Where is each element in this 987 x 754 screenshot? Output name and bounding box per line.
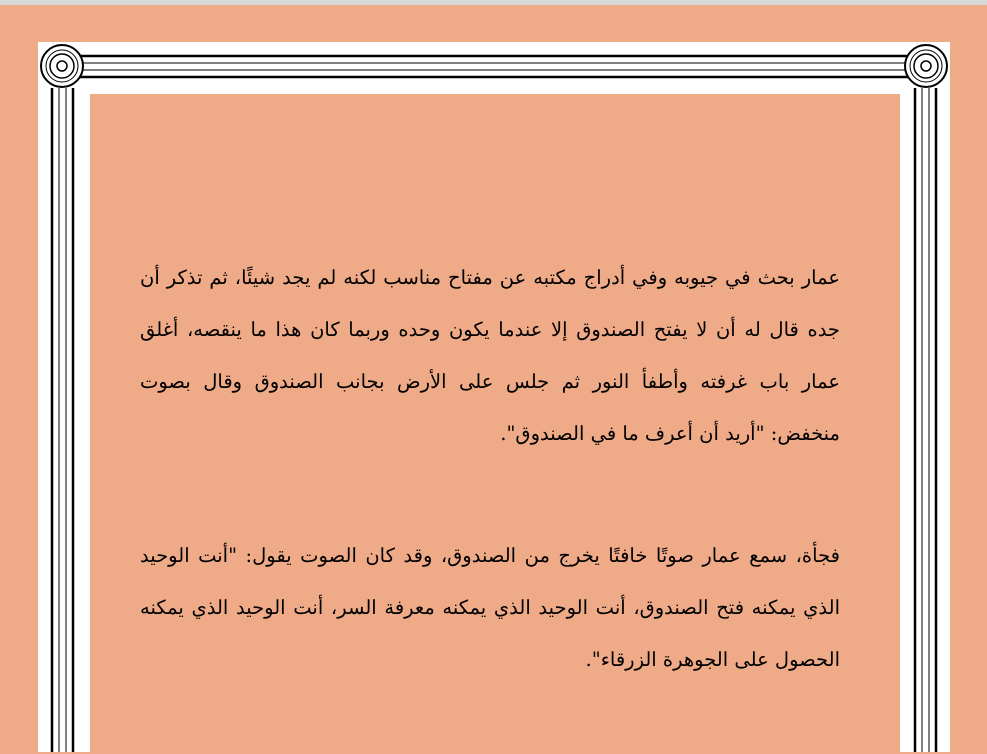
decorative-page-frame [38,42,950,752]
rosette-icon [905,45,947,87]
story-paragraph-2: فجأة، سمع عمار صوتًا خافتًا يخرج من الصندوق، وقد كان الصوت يقول: "أنت الوحيد الذي يمكنه فتح الصندوق، أنت الوحيد الذي يمكنه معرفة السر، أنت الوحيد الذي يمكنه الحصول على الجوهرة الزرقاء". [140,544,840,671]
story-text-panel [90,94,900,754]
rosette-icon [41,45,83,87]
story-paragraph-1: عمار بحث في جيوبه وفي أدراج مكتبه عن مفتاح مناسب لكنه لم يجد شيئًا، ثم تذكر أن جده قال له أن لا يفتح الصندوق إلا عندما يكون وحده وربما كان هذا ما ينقصه، أغلق عمار باب غرفته وأطفأ النور ثم جلس على الأرض بجانب الصندوق وقال بصوت منخفض: "أريد أن أعرف ما في الصندوق". [140,266,840,445]
window-top-strip [0,0,987,5]
